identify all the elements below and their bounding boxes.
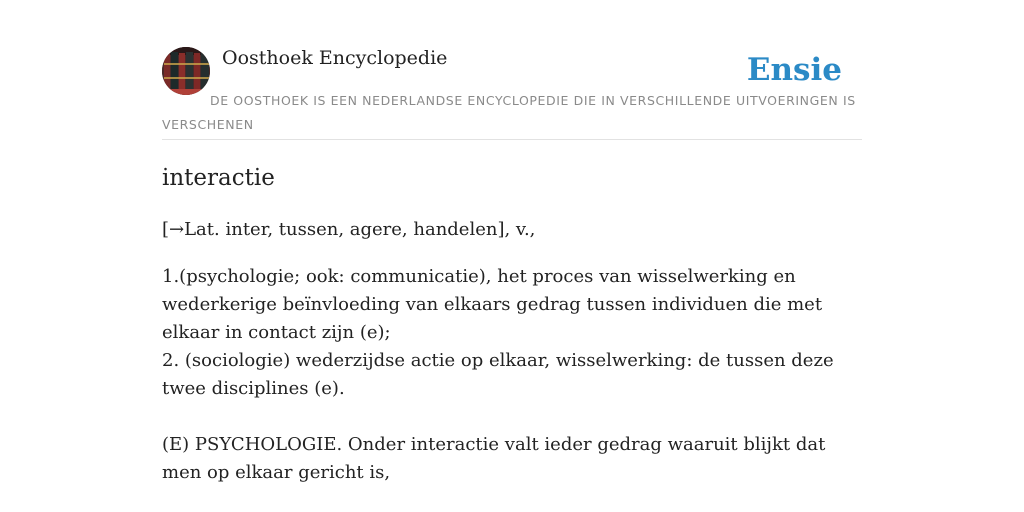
header-divider xyxy=(162,139,862,140)
paragraph-gap xyxy=(162,403,862,431)
entry-body xyxy=(162,216,862,487)
source-description: DE OOSTHOEK IS EEN NEDERLANDSE ENCYCLOPEDIE DIE IN VERSCHILLENDE UITVOERINGEN IS VERSCHENEN xyxy=(162,93,856,132)
encyclopedia-books-icon xyxy=(162,47,210,95)
section-psychologie: (E) PSYCHOLOGIE. Onder interactie valt ieder gedrag waaruit blijkt dat men op elkaar gericht is, xyxy=(162,434,826,483)
definition-2: 2. (sociologie) wederzijdse actie op elkaar, wisselwerking: de tussen deze twee disciplines (e). xyxy=(162,350,834,399)
definition-1: 1.(psychologie; ook: communicatie), het proces van wisselwerking en wederkerige beïnvloeding van elkaars gedrag tussen individuen die met elkaar in contact zijn (e); xyxy=(162,266,823,343)
entry-title: interactie xyxy=(162,165,275,191)
source-title-link[interactable]: Oosthoek Encyclopedie xyxy=(222,47,448,69)
entry-etymology: [→Lat. inter, tussen, agere, handelen], v., xyxy=(162,219,536,240)
ensie-logo-link[interactable]: Ensie xyxy=(746,52,842,88)
